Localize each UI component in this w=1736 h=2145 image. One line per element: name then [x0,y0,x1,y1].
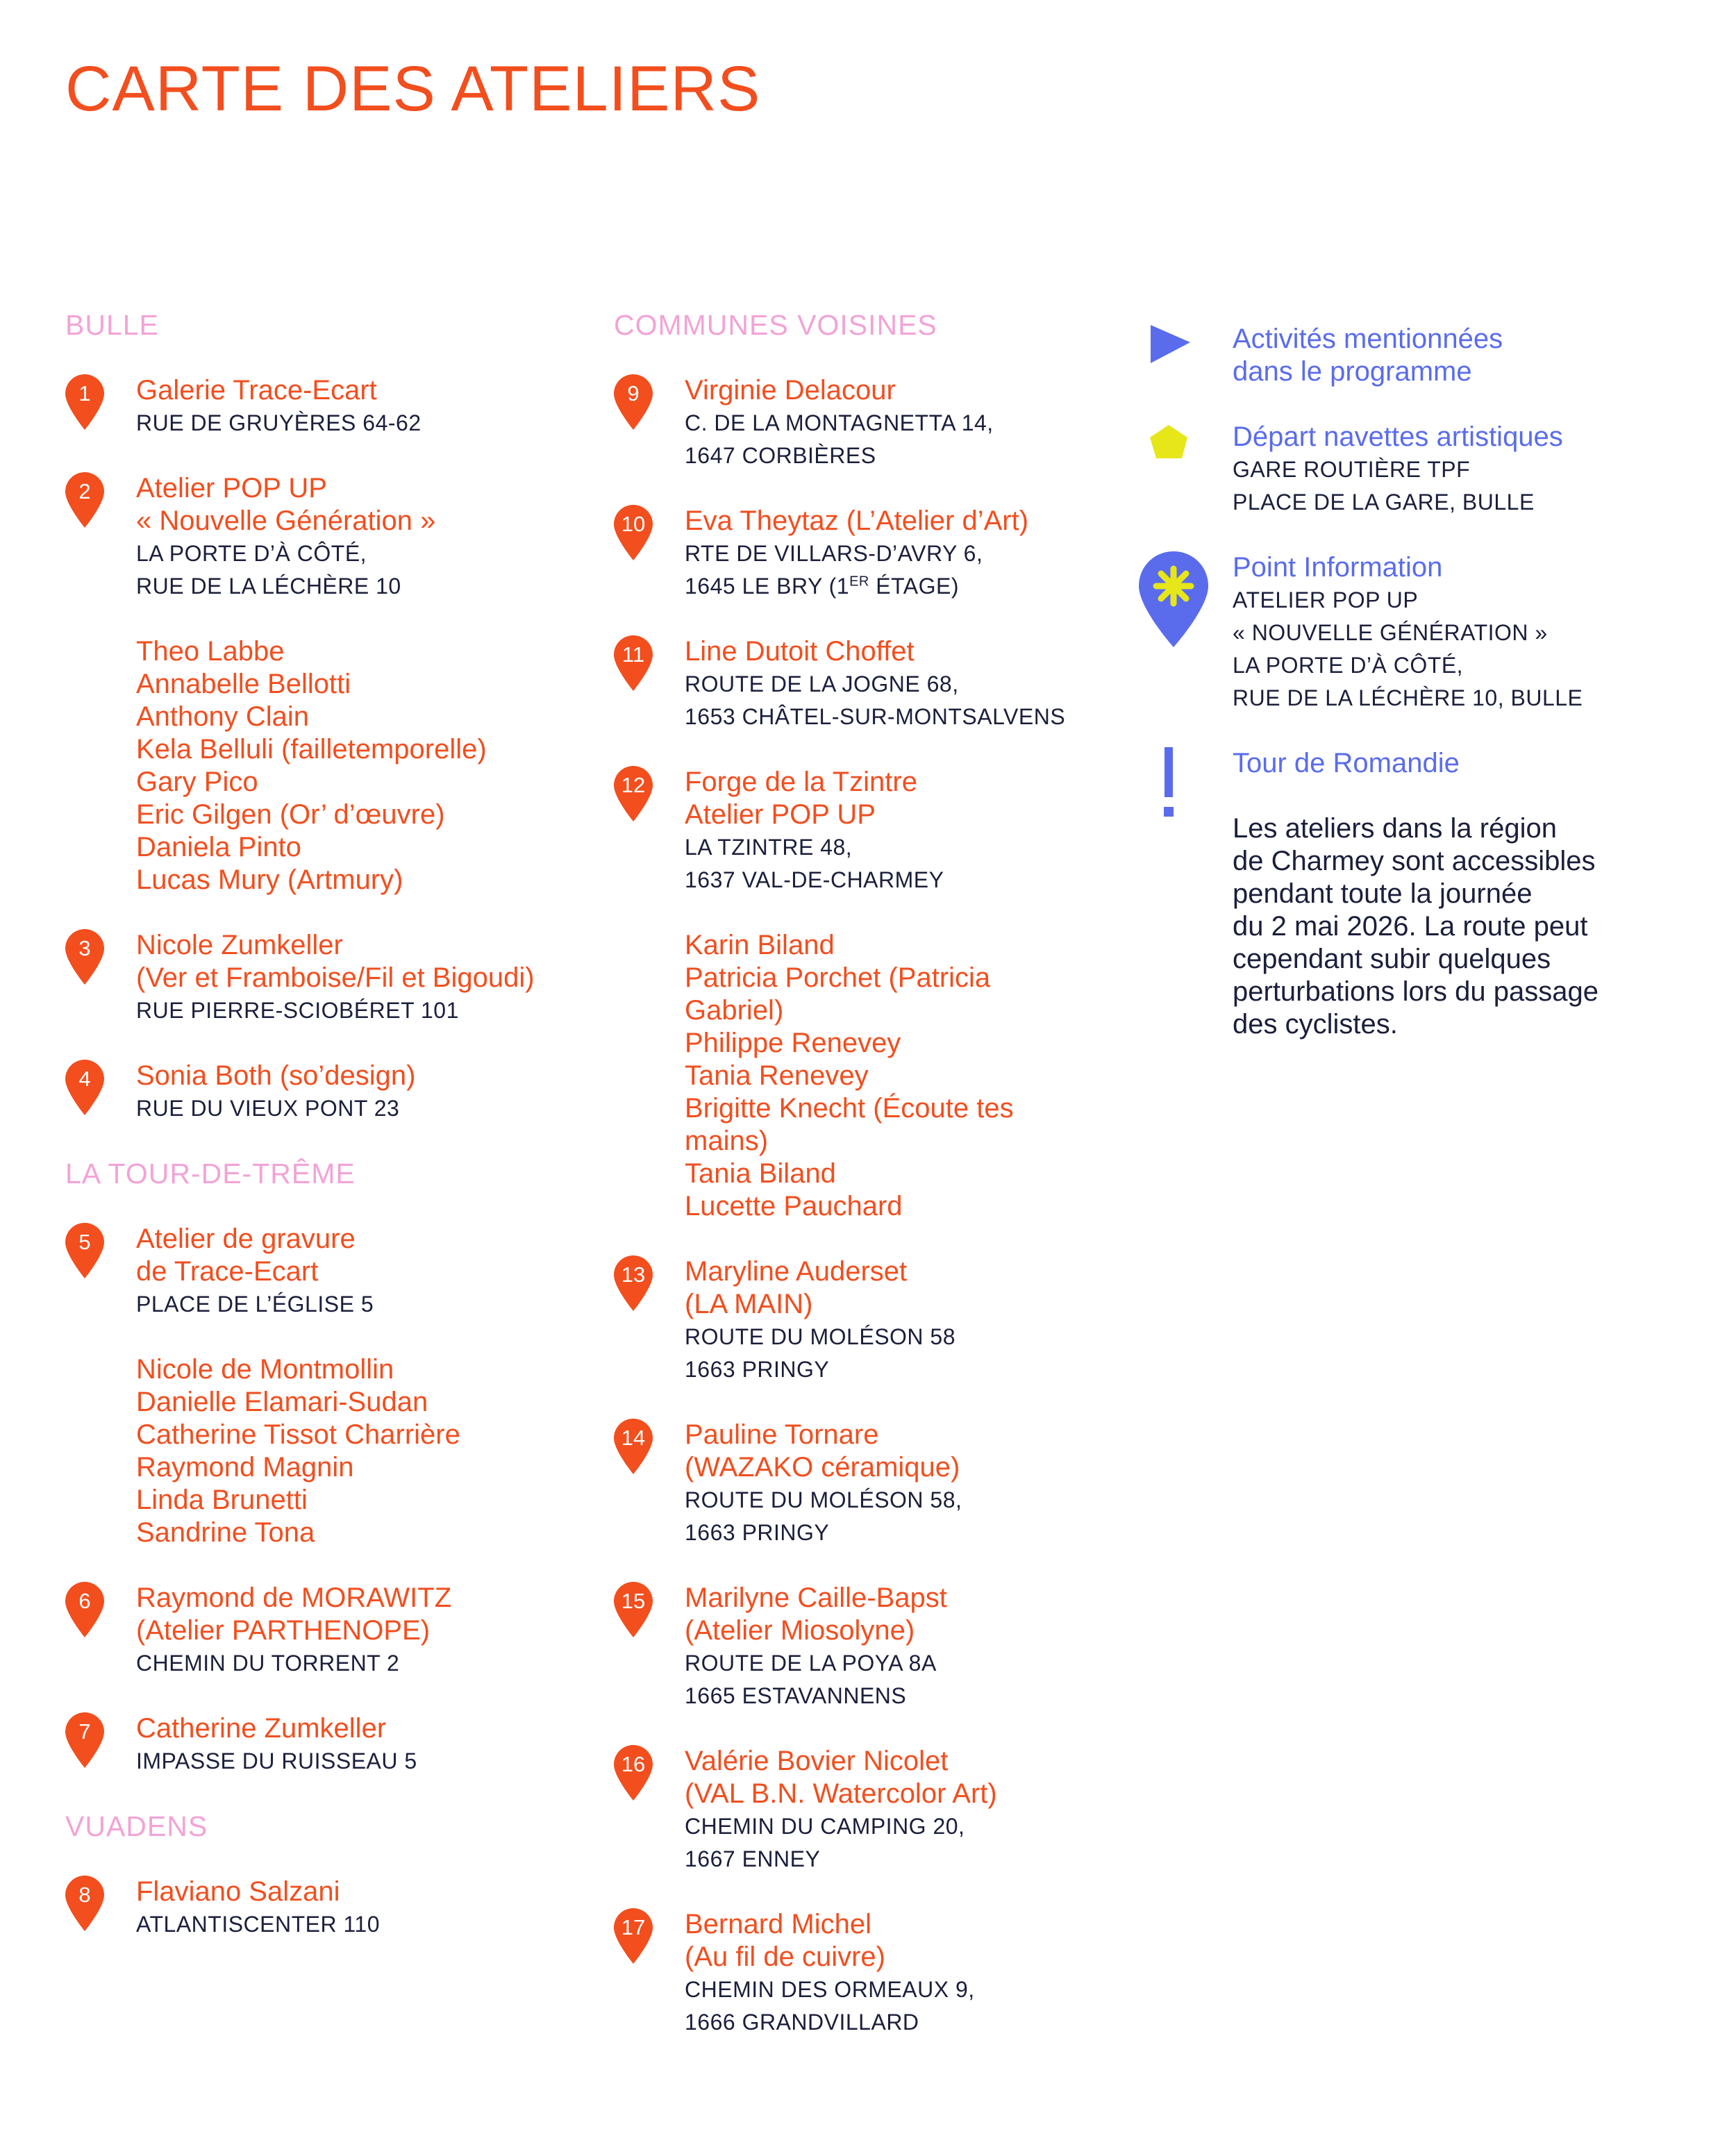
atelier-name-line-2: (Atelier Miosolyne) [685,1615,915,1646]
atelier-address: ATLANTISCENTER 110 [136,1912,381,1937]
atelier-number: 4 [78,1067,91,1091]
atelier-entry-3[interactable] [65,929,607,1027]
legend-note: du 2 mai 2026. La route peut [1233,911,1588,942]
map-pin-icon [614,1255,653,1311]
atelier-name: Marilyne Caille-Bapst [685,1583,947,1613]
artist-list [136,1353,607,1549]
section-la-tour-de-treme [65,1158,607,1778]
artist-name: Anthony Clain [136,701,310,732]
atelier-entry-11[interactable] [614,635,1142,733]
legend-note: Les ateliers dans la région [1233,813,1557,844]
atelier-name-line-2: de Trace-Ecart [136,1256,319,1287]
map-pin-icon [614,1908,653,1964]
map-pin-icon [65,472,104,528]
atelier-entry-1[interactable] [65,374,607,440]
atelier-name: Forge de la Tzintre [685,767,917,797]
atelier-name: Nicole Zumkeller [136,930,343,960]
legend-address: PLACE DE LA GARE, BULLE [1233,490,1535,515]
atelier-name-line-2: (LA MAIN) [685,1289,813,1319]
section-vuadens [65,1810,607,1941]
info-pin-icon [1139,551,1208,652]
column-communes-voisines [614,309,1142,2071]
artist-list [685,929,1142,1223]
atelier-name: Bernard Michel [685,1909,872,1939]
legend-label: Départ navettes artistiques [1233,422,1563,452]
pentagon-icon [1146,421,1194,473]
atelier-entry-8[interactable] [65,1876,607,1941]
atelier-name: Valérie Bovier Nicolet [685,1746,949,1776]
atelier-address: 1647 CORBIÈRES [685,443,876,468]
atelier-number: 10 [621,512,646,536]
atelier-entry-14[interactable] [614,1419,1142,1549]
atelier-number: 11 [621,642,645,667]
artist-name: Patricia Porchet (Patricia [685,962,991,993]
atelier-address: PLACE DE L’ÉGLISE 5 [136,1292,374,1317]
legend-address: ATELIER POP UP [1233,587,1419,612]
artist-name: Lucas Mury (Artmury) [136,865,403,895]
column-bulle-tour-vuadens [65,309,607,1973]
atelier-address: 1666 GRANDVILLARD [685,2010,919,2035]
atelier-entry-9[interactable] [614,374,1142,472]
artist-name: mains) [685,1126,769,1156]
atelier-name: Catherine Zumkeller [136,1713,387,1744]
legend-note: des cyclistes. [1233,1009,1398,1040]
atelier-address: 1653 CHÂTEL-SUR-MONTSALVENS [685,704,1066,729]
legend-note: de Charmey sont accessibles [1233,846,1596,876]
atelier-name-line-2: (Au fil de cuivre) [685,1942,885,1972]
atelier-entry-7[interactable] [65,1712,607,1778]
artist-name: Brigitte Knecht (Écoute tes [685,1093,1014,1124]
artist-name: Philippe Renevey [685,1028,901,1058]
atelier-address: RUE PIERRE-SCIOBÉRET 101 [136,998,459,1023]
artist-name: Theo Labbe [136,636,285,667]
map-pin-icon [65,929,104,985]
legend-activities [1146,323,1701,388]
atelier-number: 17 [621,1915,646,1939]
atelier-address: CHEMIN DU CAMPING 20, [685,1814,965,1839]
atelier-address: RUE DE LA LÉCHÈRE 10 [136,574,401,599]
map-pin-icon [614,1582,653,1637]
atelier-number: 3 [78,936,91,960]
atelier-number: 9 [627,381,640,406]
atelier-number: 5 [78,1230,91,1254]
atelier-address: 1663 PRINGY [685,1357,830,1382]
atelier-number: 16 [621,1752,646,1776]
atelier-address: RUE DE GRUYÈRES 64-62 [136,410,422,435]
atelier-number: 15 [621,1589,646,1613]
atelier-name: Sonia Both (so’design) [136,1060,416,1091]
map-pin-icon [65,1582,104,1637]
atelier-name: Virginie Delacour [685,375,896,406]
atelier-name: Line Dutoit Choffet [685,636,915,667]
artist-name: Sandrine Tona [136,1517,315,1548]
map-pin-icon [614,1419,653,1474]
atelier-address: IMPASSE DU RUISSEAU 5 [136,1748,417,1773]
map-pin-icon [65,1876,104,1931]
legend-note: cependant subir quelques [1233,944,1551,974]
atelier-name: Pauline Tornare [685,1419,879,1450]
atelier-entry-6[interactable] [65,1582,607,1680]
legend-address: GARE ROUTIÈRE TPF [1233,457,1471,482]
atelier-entry-2[interactable] [65,472,607,896]
atelier-address: LA TZINTRE 48, [685,835,853,860]
address-text: 1645 LE BRY (1 [685,574,850,599]
atelier-name: Galerie Trace-Ecart [136,375,377,406]
atelier-entry-5[interactable] [65,1223,607,1549]
atelier-entry-15[interactable] [614,1582,1142,1712]
legend-shuttles [1146,421,1701,519]
atelier-address: 1665 ESTAVANNENS [685,1683,907,1708]
atelier-address: ROUTE DU MOLÉSON 58, [685,1487,962,1512]
atelier-address: ROUTE DU MOLÉSON 58 [685,1324,956,1349]
atelier-number: 13 [621,1262,646,1287]
atelier-name: Atelier de gravure [136,1224,356,1254]
legend-address: « NOUVELLE GÉNÉRATION » [1233,620,1548,645]
atelier-address: CHEMIN DU TORRENT 2 [136,1651,400,1676]
atelier-address: RUE DU VIEUX PONT 23 [136,1096,400,1121]
artist-name: Danielle Elamari-Sudan [136,1387,428,1417]
atelier-name: Maryline Auderset [685,1256,908,1287]
atelier-name-line-2: (Ver et Framboise/Fil et Bigoudi) [136,962,535,993]
legend-tour-de-romandie [1146,747,1701,1041]
legend-info-point [1146,551,1701,715]
map-pin-icon [65,1060,104,1115]
section-title: COMMUNES VOISINES [614,309,937,341]
atelier-address: 1637 VAL-DE-CHARMEY [685,867,944,892]
map-pin-icon [614,766,653,821]
artist-name: Nicole de Montmollin [136,1354,394,1385]
atelier-name-line-2: (Atelier PARTHENOPE) [136,1615,431,1646]
map-pin-icon [614,374,653,430]
section-title: LA TOUR-DE-TRÊME [65,1158,356,1190]
atelier-entry-12[interactable] [614,766,1142,1223]
artist-name: Raymond Magnin [136,1452,354,1483]
legend-label: dans le programme [1233,356,1472,387]
page-title: CARTE DES ATELIERS [65,53,761,124]
artist-name: Annabelle Bellotti [136,669,351,699]
legend [1146,323,1701,1074]
legend-note: perturbations lors du passage [1233,976,1599,1007]
artist-name: Tania Renevey [685,1060,869,1091]
triangle-flag-icon [1146,323,1194,375]
section-communes-voisines [614,309,1142,2039]
atelier-address: ROUTE DE LA JOGNE 68, [685,671,959,696]
map-pin-icon [65,1223,104,1278]
atelier-entry-17[interactable] [614,1908,1142,2039]
atelier-address: RTE DE VILLARS-D’AVRY 6, [685,541,983,566]
atelier-number: 2 [78,479,91,503]
atelier-address: ROUTE DE LA POYA 8A [685,1651,937,1676]
address-text: ÉTAGE) [869,574,960,599]
atelier-address: CHEMIN DES ORMEAUX 9, [685,1977,975,2002]
atelier-name-line-2: « Nouvelle Génération » [136,506,436,536]
atelier-entry-10[interactable] [614,505,1142,603]
atelier-number: 8 [78,1883,91,1907]
artist-name: Daniela Pinto [136,832,301,862]
atelier-entry-13[interactable] [614,1255,1142,1386]
legend-address: LA PORTE D’À CÔTÉ, [1233,653,1464,678]
atelier-address: LA PORTE D’À CÔTÉ, [136,541,367,566]
artist-name: Gabriel) [685,995,784,1026]
artist-name: Linda Brunetti [136,1485,308,1515]
artist-name: Eric Gilgen (Or’ d’œuvre) [136,799,445,830]
section-title: VUADENS [65,1810,208,1842]
legend-label: Point Information [1233,552,1443,583]
atelier-address: 1663 PRINGY [685,1520,830,1545]
atelier-address: 1667 ENNEY [685,1846,821,1871]
atelier-name-line-2: (VAL B.N. Watercolor Art) [685,1778,997,1809]
artist-name: Kela Belluli (failletemporelle) [136,734,487,765]
artist-name: Catherine Tissot Charrière [136,1419,460,1450]
section-title: BULLE [65,309,159,341]
artist-name: Lucette Pauchard [685,1191,903,1221]
artist-name: Gary Pico [136,767,258,797]
artist-name: Karin Biland [685,930,835,960]
exclamation-icon [1158,747,1179,827]
atelier-name: Flaviano Salzani [136,1876,340,1907]
atelier-name: Raymond de MORAWITZ [136,1583,452,1613]
atelier-address [685,570,1142,603]
artist-list [136,635,607,896]
floor-superscript: ER [849,574,869,590]
atelier-name: Eva Theytaz (L’Atelier d’Art) [685,506,1029,536]
legend-label: Tour de Romandie [1233,748,1460,778]
legend-label: Activités mentionnées [1233,324,1503,354]
legend-note: pendant toute la journée [1233,878,1533,909]
atelier-name-line-2: (WAZAKO céramique) [685,1452,960,1483]
atelier-number: 7 [78,1719,91,1744]
atelier-entry-16[interactable] [614,1745,1142,1876]
legend-spacer [1233,780,1701,812]
atelier-number: 6 [78,1589,91,1613]
map-pin-icon [65,374,104,430]
map-pin-icon [65,1712,104,1768]
map-pin-icon [614,635,653,691]
atelier-number: 12 [621,773,646,797]
map-pin-icon [614,1745,653,1801]
atelier-number: 14 [621,1426,646,1450]
legend-address: RUE DE LA LÉCHÈRE 10, BULLE [1233,685,1583,710]
section-bulle [65,309,607,1125]
map-pin-icon [614,505,653,560]
atelier-name-line-2: Atelier POP UP [685,799,876,830]
atelier-name: Atelier POP UP [136,473,327,503]
artist-name: Tania Biland [685,1158,836,1189]
atelier-address: C. DE LA MONTAGNETTA 14, [685,410,994,435]
atelier-number: 1 [78,381,91,406]
atelier-entry-4[interactable] [65,1060,607,1125]
